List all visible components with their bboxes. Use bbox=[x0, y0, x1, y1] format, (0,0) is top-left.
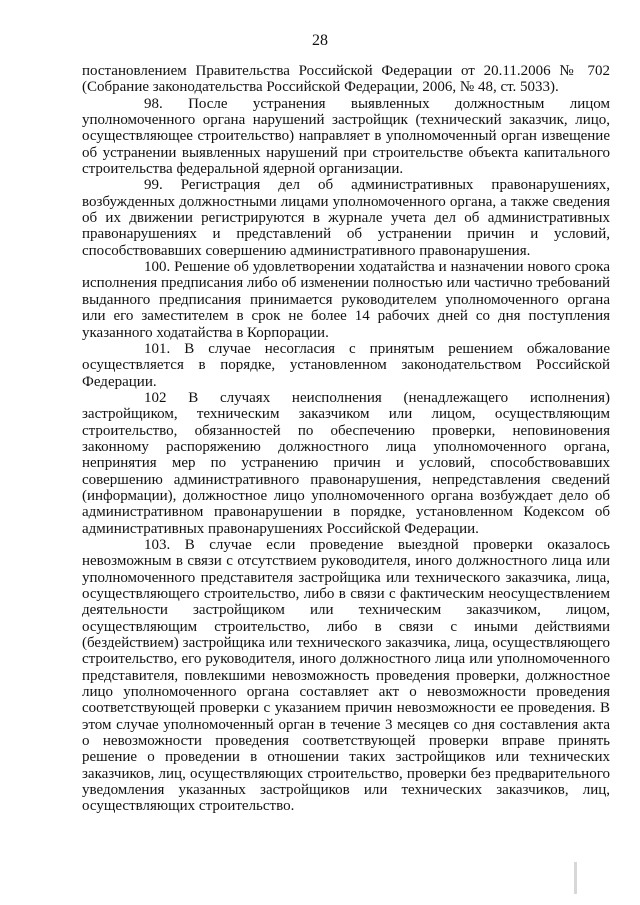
paragraph-101: 101. В случае несогласия с принятым решением обжалование осуществляется в порядке, установленном законодательством Российской Федерации. bbox=[82, 340, 610, 390]
document-body bbox=[82, 63, 610, 815]
paragraph-103: 103. В случае если проведение выездной проверки оказалось невозможным в связи с отсутствием руководителя, иного должностного лица или уполномоченного представителя застройщика или технического заказчика, лица, осуществляющего строительство, либо в связи с фактическим неосуществлением деятельности застройщиком или техническим заказчиком, лицом, осуществляющим строительство, либо в связи с иными действиями (бездействием) застройщика или технического заказчика, лица, осуществляющего строительство, его руководителя, иного должностного лица или уполномоченного представителя, повлекшими невозможность проведения проверки, должностное лицо уполномоченного органа составляет акт о невозможности проведения соответствующей проверки с указанием причин невозможности ее проведения. В этом случае уполномоченный орган в течение 3 месяцев со дня составления акта о невозможности проведения соответствующей проверки вправе принять решение о проведении в отношении таких застройщиков или технических заказчиков, лиц, осуществляющих строительство, проверки без предварительного уведомления указанных застройщиков или технических заказчиков, лиц, осуществляющих строительство. bbox=[82, 536, 610, 815]
scan-artifact-line bbox=[574, 862, 577, 894]
paragraph-99: 99. Регистрация дел об административных правонарушениях, возбужденных должностными лицами уполномоченного органа, а также сведения об их движении регистрируются в журнале учета дел об административных правонарушениях и представлений об устранении причин и условий, способствовавших совершению административного правонарушения. bbox=[82, 177, 610, 259]
paragraph-98: 98. После устранения выявленных должностным лицом уполномоченного органа нарушений застройщик (технический заказчик, лицо, осуществляющее строительство) направляет в уполномоченный орган извещение об устранении выявленных нарушений при строительстве объекта капитального строительства федеральной ядерной организации. bbox=[82, 95, 610, 178]
paragraph-102: 102 В случаях неисполнения (ненадлежащего исполнения) застройщиком, техническим заказчиком или лицом, осуществляющим строительство, обязанностей по обеспечению проверки, неповиновения законному распоряжению должностного лица уполномоченного органа, непринятия мер по устранению причин и условий, способствовавших совершению административного правонарушения, непредставления сведений (информации), должностное лицо уполномоченного органа возбуждает дело об административном правонарушении в порядке, установленном Кодексом об административных правонарушениях Российской Федерации. bbox=[82, 389, 610, 537]
page-number: 28 bbox=[312, 32, 328, 49]
paragraph-100: 100. Решение об удовлетворении ходатайства и назначении нового срока исполнения предписания либо об изменении полностью или частично требований выданного предписания принимается руководителем уполномоченного органа или его заместителем в срок не более 14 рабочих дней со дня поступления указанного ходатайства в Корпорации. bbox=[82, 259, 610, 341]
paragraph-continuation: постановлением Правительства Российской Федерации от 20.11.2006 № 702 (Собрание законодательства Российской Федерации, 2006, № 48, ст. 5033). bbox=[82, 63, 610, 96]
